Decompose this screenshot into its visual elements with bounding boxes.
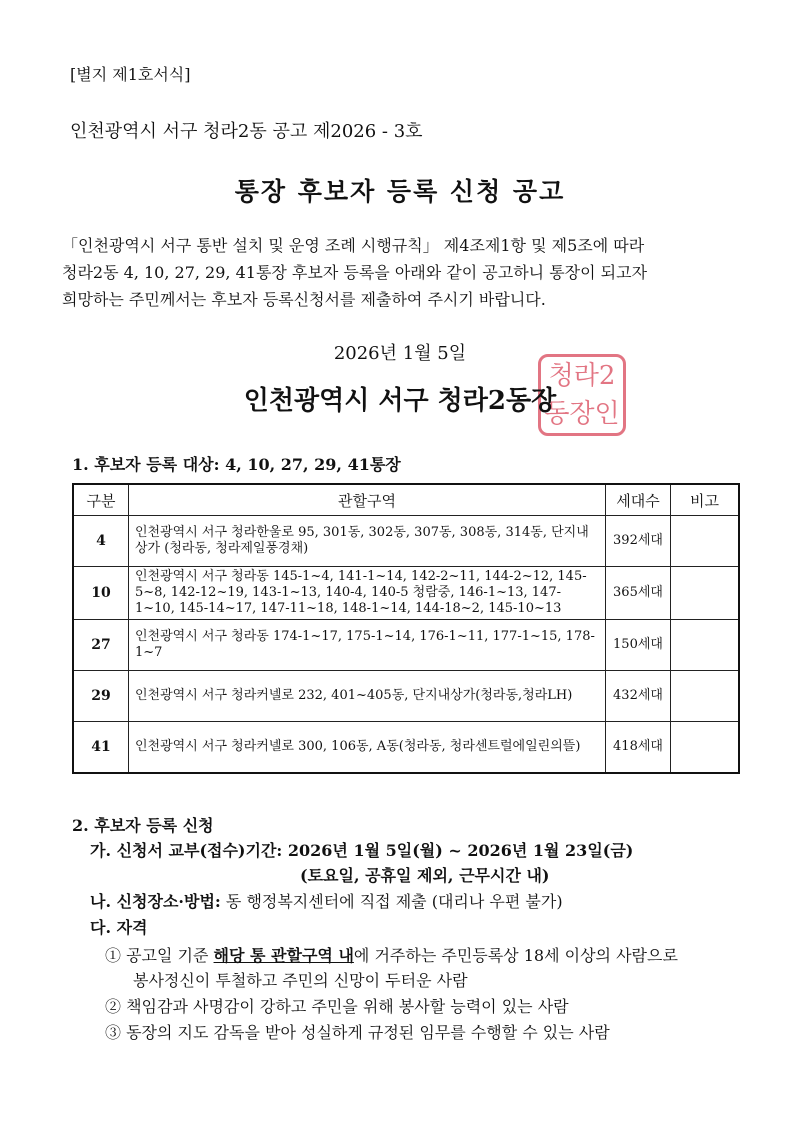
table-row — [73, 671, 739, 722]
intro-line: 「인천광역시 서구 통반 설치 및 운영 조례 시행규칙」 제4조제1항 및 제5조에 따라 — [62, 236, 645, 255]
notice-date: 2026년 1월 5일 — [333, 343, 467, 364]
note — [671, 516, 740, 567]
qualification-3: ③ 동장의 지도 감독을 받아 성실하게 규정된 임무를 수행할 수 있는 사람 — [105, 1023, 610, 1042]
tong-number: 27 — [73, 620, 129, 671]
jurisdiction: 인천광역시 서구 청라동 145-1~4, 141-1~14, 142-2~11, 144-2~12, 145-5~8, 142-12~19, 143-1~13, 140-4, 140-5 청람중, 146-1~13, 147-1~10, 145-14~17, 147-11~18, 148-1~14, 144-18~2, 145-10~13 — [129, 567, 606, 620]
qualification-2: ② 책임감과 사명감이 강하고 주민을 위해 봉사할 능력이 있는 사람 — [105, 997, 569, 1016]
table-row — [73, 620, 739, 671]
households: 392세대 — [606, 516, 671, 567]
place-text: 동 행정복지센터에 직접 제출 (대리나 우편 불가) — [220, 892, 563, 911]
issuing-office: 인천광역시 서구 청라2동장 — [243, 386, 557, 416]
households: 418세대 — [606, 722, 671, 774]
jurisdiction: 인천광역시 서구 청라한울로 95, 301동, 302동, 307동, 308동, 314동, 단지내 상가 (청라동, 청라제일풍경채) — [129, 516, 606, 567]
households: 150세대 — [606, 620, 671, 671]
section1-heading: 1. 후보자 등록 대상: 4, 10, 27, 29, 41통장 — [72, 455, 401, 474]
candidate-table — [72, 483, 740, 774]
jurisdiction: 인천광역시 서구 청라커넬로 232, 401~405동, 단지내상가(청라동,청라LH) — [129, 671, 606, 722]
form-label: [별지 제1호서식] — [70, 65, 191, 84]
col-header: 세대수 — [606, 484, 671, 516]
note — [671, 620, 740, 671]
tong-number: 10 — [73, 567, 129, 620]
table-header-row — [73, 484, 739, 516]
intro-line: 청라2동 4, 10, 27, 29, 41통장 후보자 등록을 아래와 같이 공고하니 통장이 되고자 — [62, 263, 648, 282]
application-place — [90, 889, 563, 912]
document-title: 통장 후보자 등록 신청 공고 — [234, 177, 566, 206]
period-note: (토요일, 공휴일 제외, 근무시간 내) — [300, 866, 550, 885]
households: 365세대 — [606, 567, 671, 620]
table-row — [73, 567, 739, 620]
households: 432세대 — [606, 671, 671, 722]
tong-number: 41 — [73, 722, 129, 774]
qualification-1-cont: 봉사정신이 투철하고 주민의 신망이 두터운 사람 — [133, 971, 468, 990]
note — [671, 567, 740, 620]
col-header: 비고 — [671, 484, 740, 516]
place-label: 나. 신청장소·방법: — [90, 892, 221, 911]
tong-number: 29 — [73, 671, 129, 722]
application-period: 가. 신청서 교부(접수)기간: 2026년 1월 5일(월) ~ 2026년 1월 23일(금) — [90, 841, 634, 860]
col-header: 구분 — [73, 484, 129, 516]
qualification-1 — [105, 943, 678, 966]
jurisdiction: 인천광역시 서구 청라동 174-1~17, 175-1~14, 176-1~11, 177-1~15, 178-1~7 — [129, 620, 606, 671]
q1-prefix: ① 공고일 기준 — [105, 946, 214, 965]
note — [671, 671, 740, 722]
qualification-heading: 다. 자격 — [90, 918, 148, 937]
section2-heading: 2. 후보자 등록 신청 — [72, 816, 214, 835]
official-seal: 청라2 동장인 — [538, 354, 626, 436]
q1-emphasis: 해당 통 관할구역 내 — [213, 946, 354, 965]
note — [671, 722, 740, 774]
tong-number: 4 — [73, 516, 129, 567]
notice-number: 인천광역시 서구 청라2동 공고 제2026 - 3호 — [70, 121, 423, 142]
q1-suffix: 에 거주하는 주민등록상 18세 이상의 사람으로 — [353, 946, 678, 965]
table-row — [73, 722, 739, 774]
jurisdiction: 인천광역시 서구 청라커넬로 300, 106동, A동(청라동, 청라센트럴에일린의뜰) — [129, 722, 606, 774]
table-row — [73, 516, 739, 567]
col-header: 관할구역 — [129, 484, 606, 516]
intro-line: 희망하는 주민께서는 후보자 등록신청서를 제출하여 주시기 바랍니다. — [62, 290, 546, 309]
